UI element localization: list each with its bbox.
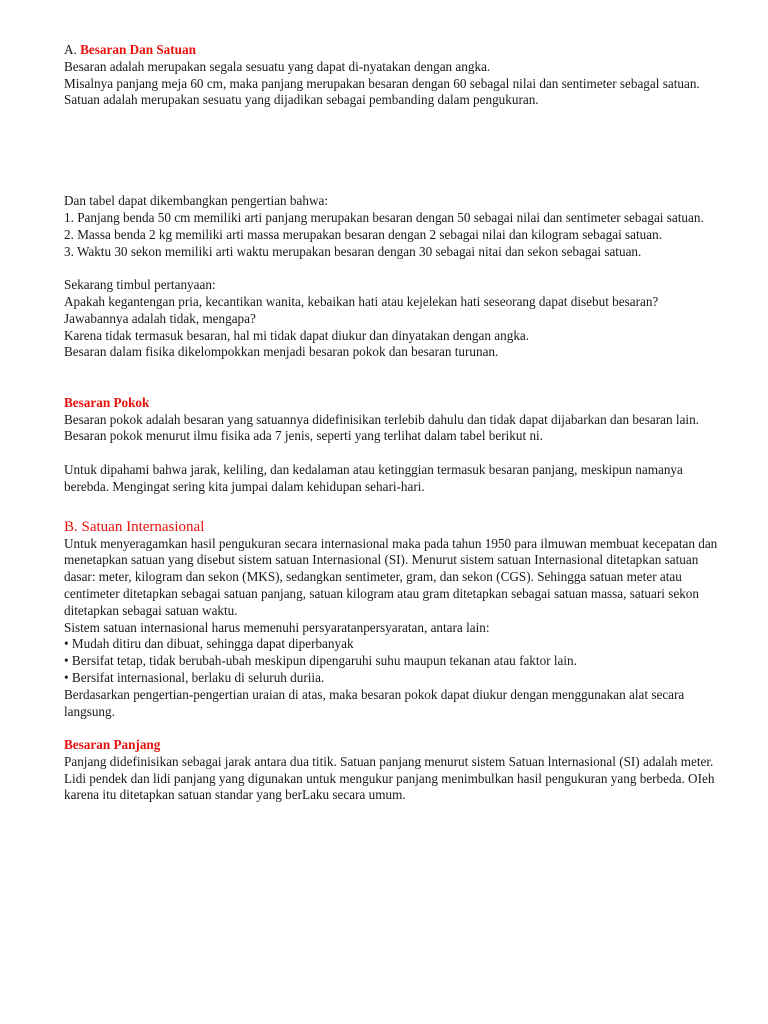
section-a-prefix: A. xyxy=(64,42,81,57)
table-intro-item: 1. Panjang benda 50 cm memiliki arti panjang merupakan besaran dengan 50 sebagai nilai dan sentimeter sebagai satuan. xyxy=(64,209,704,225)
section-b-paragraph: Untuk menyeragamkan hasil pengukuran secara internasional maka pada tahun 1950 para ilmuwan membuat kecepatan dan menetapkan satuan yang disebut sistem satuan Internasional (SI). Menurut sistem satuan Internasional ditetapkan satuan dasar: meter, kilogram dan sekon (MKS), sedangkan sentimeter, gram, dan sekon (CGS). Sehingga satuan meter atau centimeter ditetapkan sebagai satuan panjang, satuan kilogram atau gram ditetapkan sebagai satuan massa, satuari sekon ditetapkan sebagai satuan waktu. xyxy=(64,535,718,618)
besaran-panjang-heading: Besaran Panjang xyxy=(64,737,161,753)
besaran-pokok-paragraph: Besaran pokok adalah besaran yang satuannya didefinisikan terlebib dahulu dan tidak dapat dijabarkan dan besaran lain. xyxy=(64,411,699,427)
question-line: Apakah kegantengan pria, kecantikan wanita, kebaikan hati atau kejelekan hati seseorang dapat disebut besaran? xyxy=(64,293,659,309)
section-b-requirements-lead: Sistem satuan internasional harus memenuhi persyaratanpersyaratan, antara lain: xyxy=(64,619,490,635)
list-item: • Mudah ditiru dan dibuat, sehingga dapat diperbanyak xyxy=(64,636,724,653)
list-item: • Bersifat internasional, berlaku di seluruh duriia. xyxy=(64,670,724,687)
section-b-conclusion: Berdasarkan pengertian-pengertian uraian di atas, maka besaran pokok dapat diukur dengan menggunakan alat secara langsung. xyxy=(64,686,685,719)
besaran-pokok-paragraph: Besaran pokok menurut ilmu fisika ada 7 jenis, seperti yang terlihat dalam tabel berikut ni. xyxy=(64,428,544,444)
besaran-panjang-paragraph: Panjang didefinisikan sebagai jarak antara dua titik. Satuan panjang menurut sistem Satuan lnternasional (SI) adalah meter. xyxy=(64,753,714,769)
table-intro-item: 2. Massa benda 2 kg memiliki arti massa merupakan besaran dengan 2 sebagai nilai dan kilogram sebagai satuan. xyxy=(64,226,663,242)
spacer xyxy=(64,496,724,518)
besaran-pokok-note: Untuk dipahami bahwa jarak, keliling, dan kedalaman atau ketinggian termasuk besaran panjang, meskipun namanya berebda. Mengingat sering kita jumpai dalam kehidupan sehari-hari. xyxy=(64,461,683,494)
document-page xyxy=(64,42,724,804)
section-a-heading xyxy=(64,42,724,59)
spacer xyxy=(64,720,724,737)
table-intro-item: 3. Waktu 30 sekon memiliki arti waktu merupakan besaran dengan 30 sebagai nitai dan sekon sebagai satuan. xyxy=(64,243,642,259)
question-line: Sekarang timbul pertanyaan: xyxy=(64,277,216,293)
besaran-pokok-heading: Besaran Pokok xyxy=(64,394,150,410)
blank-table-area xyxy=(64,109,724,193)
spacer xyxy=(64,260,724,277)
besaran-panjang-paragraph: Lidi pendek dan lidi panjang yang digunakan untuk mengukur panjang menimbulkan hasil pengukuran yang berbeda. OIeh karena itu ditetapkan satuan standar yang berLaku secara umum. xyxy=(64,770,715,803)
section-b-heading: B. Satuan Internasional xyxy=(64,518,205,535)
spacer xyxy=(64,445,724,462)
list-item: • Bersifat tetap, tidak berubah-ubah meskipun dipengaruhi suhu maupun tekanan atau faktor lain. xyxy=(64,653,724,670)
question-line: Jawabannya adalah tidak, mengapa? xyxy=(64,310,256,326)
section-a-title: Besaran Dan Satuan xyxy=(80,42,196,57)
table-intro-lead: Dan tabel dapat dikembangkan pengertian bahwa: xyxy=(64,193,329,209)
requirements-list xyxy=(64,636,724,686)
section-a-paragraph: Misalnya panjang meja 60 cm, maka panjang merupakan besaran dengan 60 sebagal nilai dan sentimeter sebagal satuan. xyxy=(64,75,700,91)
spacer xyxy=(64,361,724,395)
question-line: Karena tidak termasuk besaran, hal mi tidak dapat diukur dan dinyatakan dengan angka. xyxy=(64,327,530,343)
section-a-paragraph: Satuan adalah merupakan sesuatu yang dijadikan sebagai pembanding dalam pengukuran. xyxy=(64,92,539,108)
section-a-paragraph: Besaran adalah merupakan segala sesuatu yang dapat di-nyatakan dengan angka. xyxy=(64,58,491,74)
question-line: Besaran dalam fisika dikelompokkan menjadi besaran pokok dan besaran turunan. xyxy=(64,344,499,360)
